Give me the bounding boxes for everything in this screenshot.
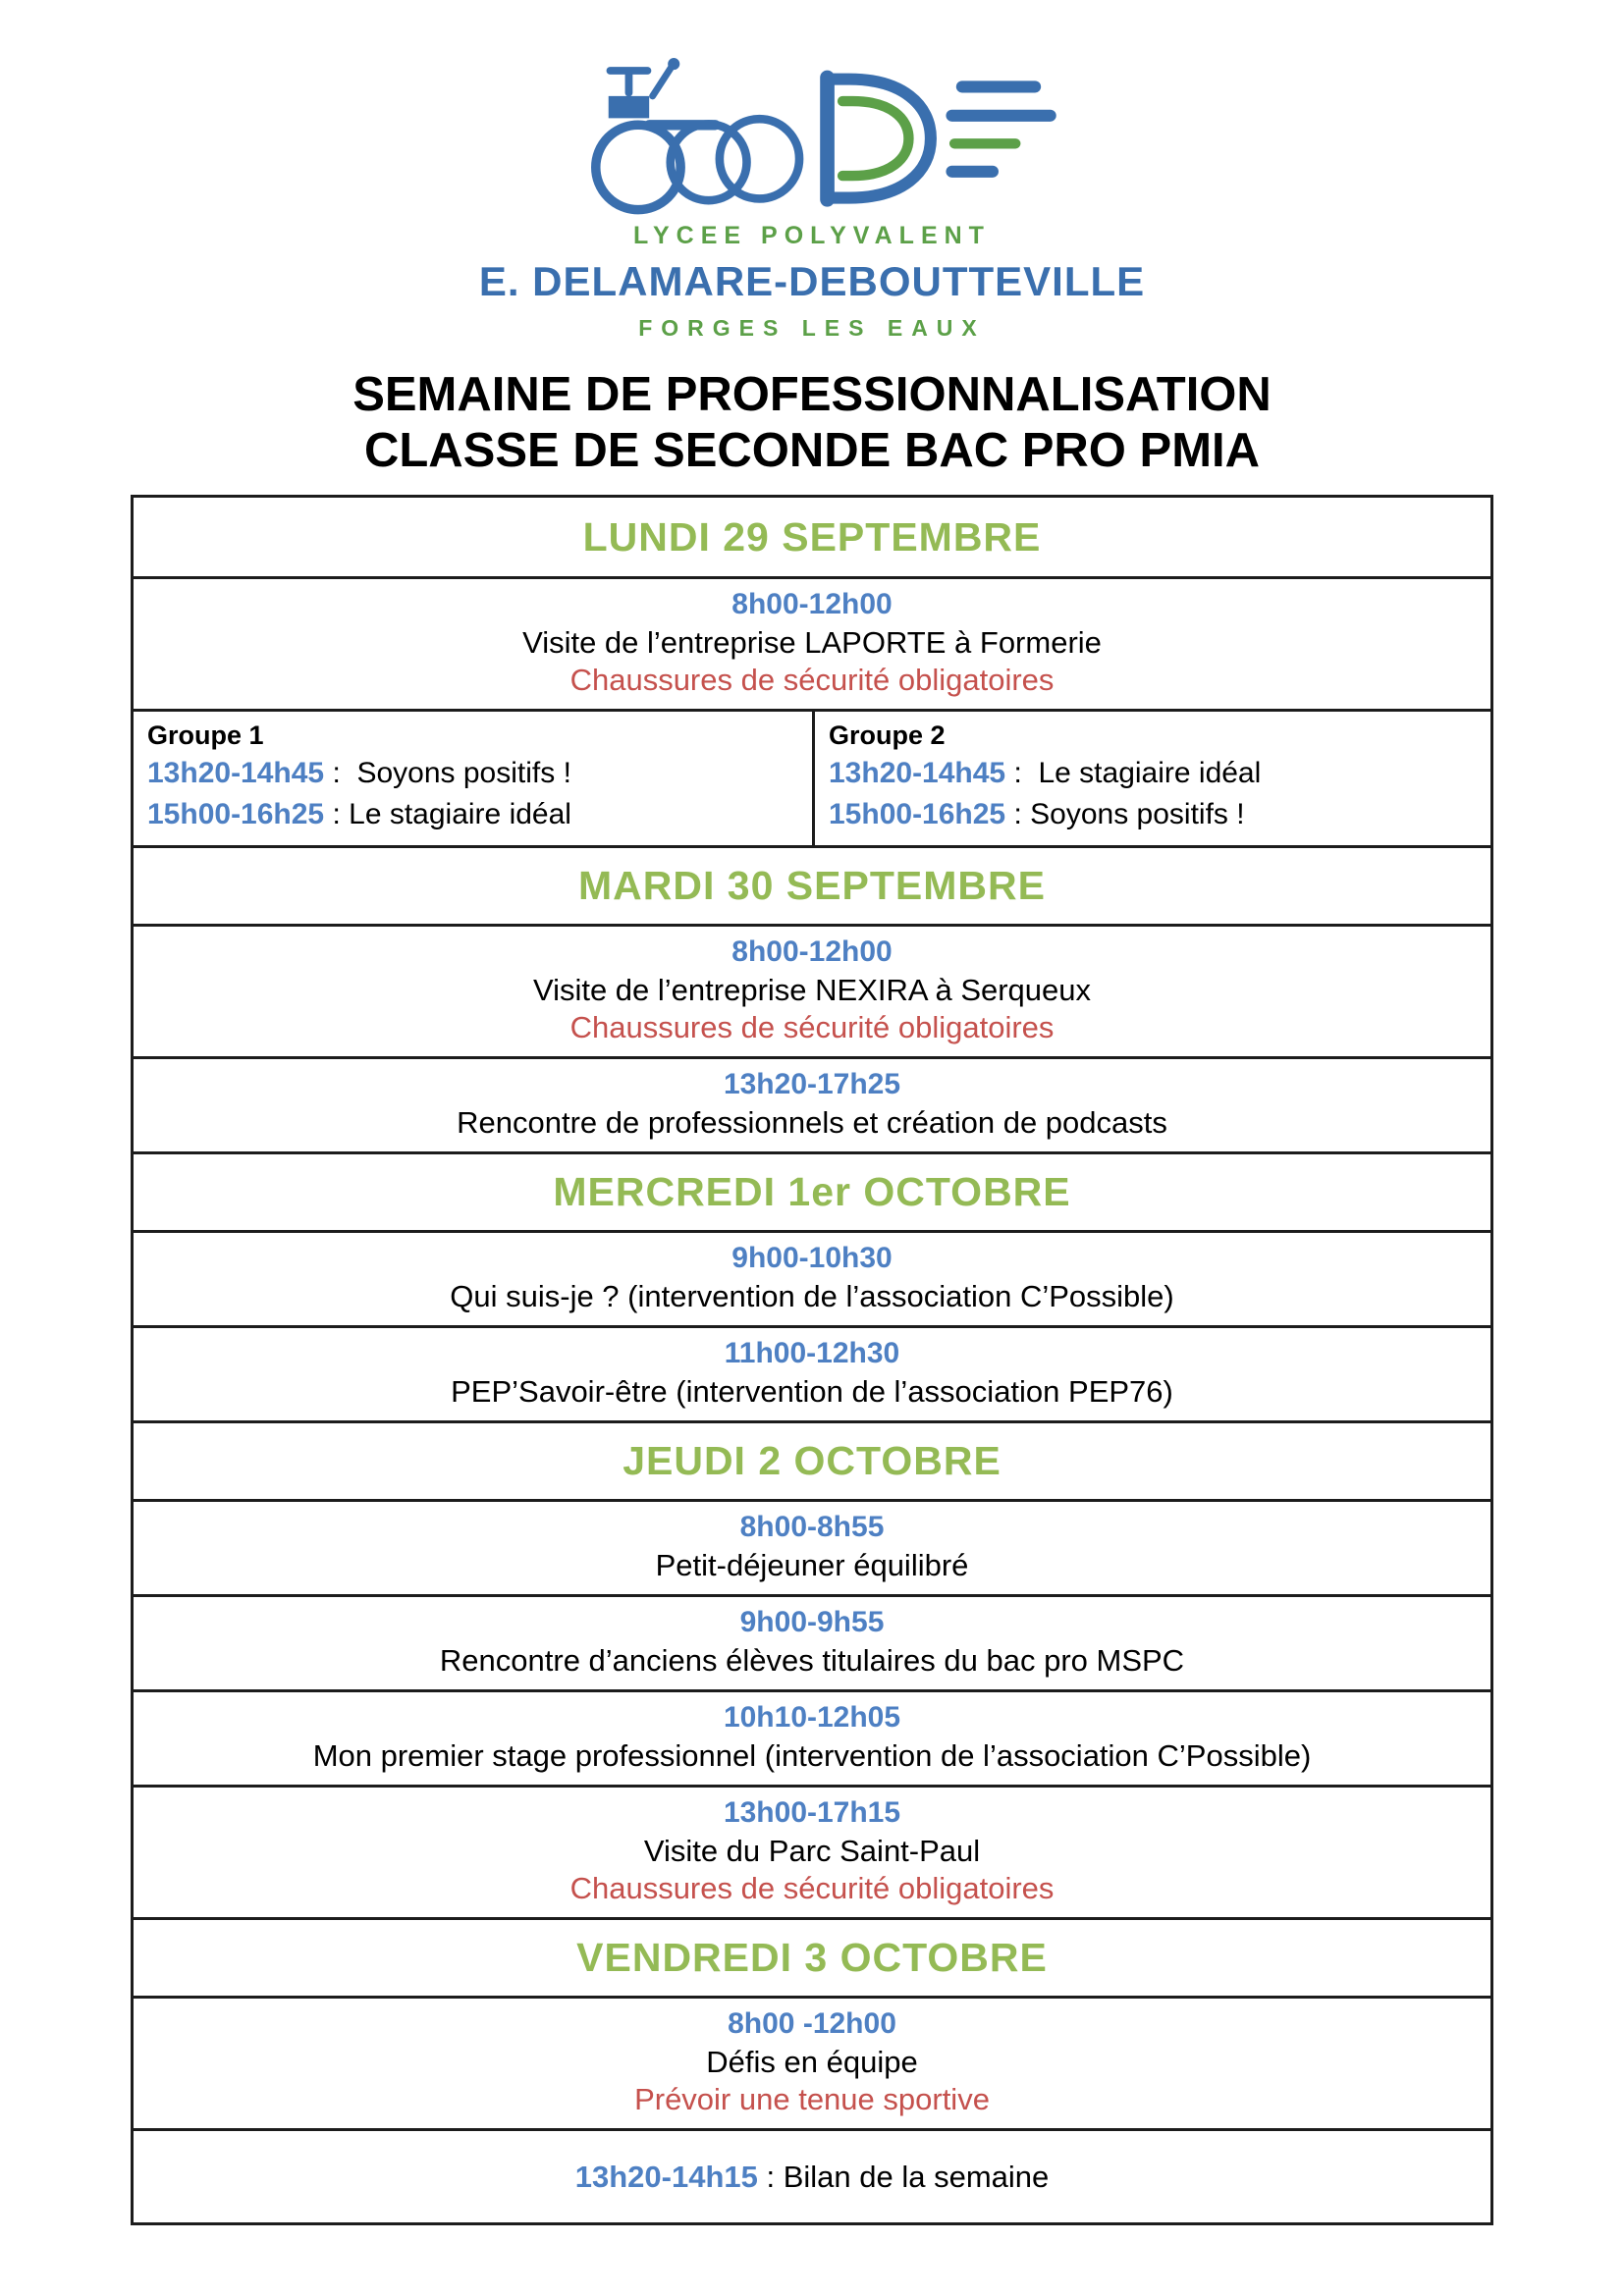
day-header-vendredi (134, 1917, 1490, 1996)
time-range: 13h00-17h15 (723, 1796, 901, 1829)
activity-text: PEP’Savoir-être (intervention de l’association PEP76) (451, 1374, 1173, 1409)
schedule-table (131, 495, 1493, 2225)
time-range: 8h00 -12h00 (728, 2007, 896, 2040)
time-range: 9h00-9h55 (739, 1606, 885, 1638)
group-title: Groupe 1 (147, 721, 264, 750)
time-range: 10h10-12h05 (723, 1701, 901, 1734)
logo-line-school-name: E. DELAMARE-DEBOUTTEVILLE (478, 258, 1146, 304)
activity-text: : Soyons positifs ! (1005, 798, 1245, 830)
time-range: 11h00-12h30 (724, 1337, 900, 1369)
group-title: Groupe 2 (829, 721, 946, 750)
day-header-label: LUNDI 29 SEPTEMBRE (582, 513, 1042, 560)
day-header-label: MARDI 30 SEPTEMBRE (578, 863, 1046, 908)
time-range: 15h00-16h25 (829, 798, 1006, 830)
group-line (147, 753, 798, 794)
group-1-cell (134, 712, 812, 845)
activity-text: : Le stagiaire idéal (1005, 757, 1262, 789)
time-range: 13h20-14h15 (574, 2159, 758, 2194)
activity-row-mercredi-2 (134, 1325, 1490, 1420)
time-range: 15h00-16h25 (147, 798, 325, 830)
school-logo-icon (537, 33, 1087, 220)
activity-note: Chaussures de sécurité obligatoires (569, 1010, 1055, 1044)
logo-line-lycee: LYCEE POLYVALENT (633, 222, 991, 249)
group-2-cell (812, 712, 1490, 845)
activity-note: Prévoir une tenue sportive (634, 2082, 990, 2116)
day-header-lundi (134, 498, 1490, 576)
time-range: 9h00-10h30 (731, 1242, 893, 1274)
time-range: 8h00-12h00 (731, 935, 893, 968)
day-header-jeudi (134, 1420, 1490, 1499)
activity-text: Visite du Parc Saint-Paul (643, 1834, 981, 1868)
activity-row-lundi-morning (134, 576, 1490, 709)
activity-row-bilan (134, 2128, 1490, 2222)
day-header-label: JEUDI 2 OCTOBRE (623, 1438, 1001, 1483)
activity-text: : Bilan de la semaine (757, 2159, 1050, 2194)
activity-text: Visite de l’entreprise NEXIRA à Serqueux (532, 973, 1092, 1007)
page-title (0, 367, 1624, 479)
groups-row (134, 709, 1490, 845)
activity-text: Mon premier stage professionnel (intervention de l’association C’Possible) (312, 1738, 1312, 1773)
activity-row-mardi-morning (134, 924, 1490, 1056)
activity-row-vendredi-morning (134, 1996, 1490, 2128)
school-logo (0, 33, 1624, 342)
group-line (829, 753, 1477, 794)
day-header-mardi (134, 845, 1490, 924)
activity-text: Qui suis-je ? (intervention de l’association C’Possible) (450, 1279, 1174, 1313)
time-range: 13h20-17h25 (723, 1068, 901, 1100)
group-line (829, 794, 1477, 835)
activity-row-jeudi-3 (134, 1689, 1490, 1785)
page-title-line1: SEMAINE DE PROFESSIONNALISATION (352, 368, 1272, 421)
activity-text: : Le stagiaire idéal (324, 798, 571, 830)
time-range: 13h20-14h45 (147, 757, 325, 789)
time-range: 13h20-14h45 (829, 757, 1006, 789)
group-line (147, 794, 798, 835)
activity-text: : Soyons positifs ! (324, 757, 571, 789)
activity-text: Rencontre de professionnels et création de podcasts (457, 1105, 1167, 1140)
activity-text: Visite de l’entreprise LAPORTE à Formerie (522, 625, 1102, 660)
day-header-label: MERCREDI 1er OCTOBRE (553, 1169, 1071, 1214)
activity-note: Chaussures de sécurité obligatoires (569, 663, 1055, 697)
activity-row-jeudi-1 (134, 1499, 1490, 1594)
time-range: 8h00-8h55 (739, 1511, 885, 1543)
time-range: 8h00-12h00 (731, 588, 893, 620)
page-title-line2: CLASSE DE SECONDE BAC PRO PMIA (363, 424, 1261, 477)
activity-row-jeudi-4 (134, 1785, 1490, 1917)
activity-text: Rencontre d’anciens élèves titulaires du bac pro MSPC (439, 1643, 1185, 1678)
activity-note: Chaussures de sécurité obligatoires (569, 1871, 1055, 1905)
activity-row-jeudi-2 (134, 1594, 1490, 1689)
activity-text: Défis en équipe (706, 2045, 918, 2079)
activity-text: Petit-déjeuner équilibré (655, 1548, 969, 1582)
logo-line-city: FORGES LES EAUX (638, 315, 986, 341)
activity-row-mardi-afternoon (134, 1056, 1490, 1151)
activity-row-mercredi-1 (134, 1230, 1490, 1325)
day-header-label: VENDREDI 3 OCTOBRE (576, 1935, 1048, 1980)
day-header-mercredi (134, 1151, 1490, 1230)
